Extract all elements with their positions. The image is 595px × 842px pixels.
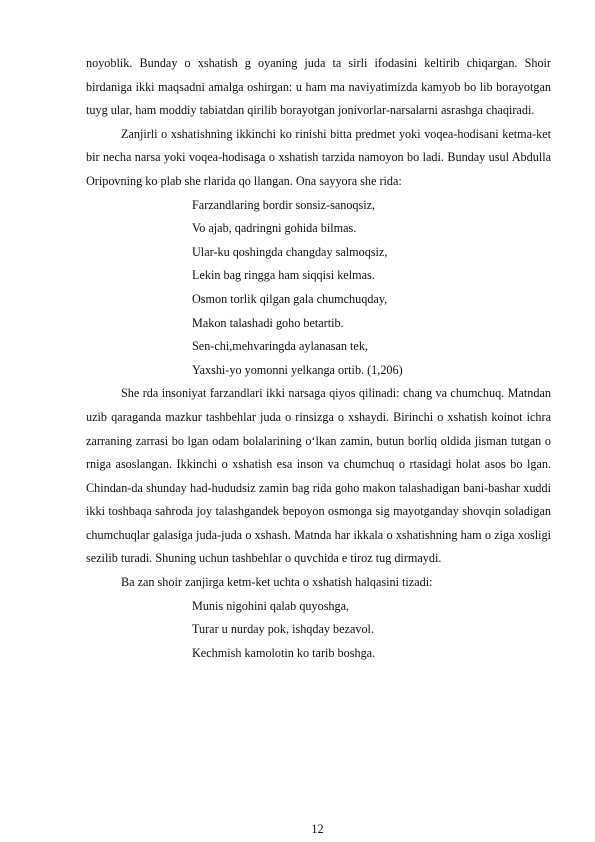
poem-quote-2 — [86, 595, 551, 666]
poem-line: Makon talashadi goho betartib. — [192, 315, 344, 330]
poem-line: Yaxshi-yo yomonni yelkanga ortib. (1,206) — [192, 362, 403, 377]
poem-line: Munis nigohini qalab quyoshga, — [192, 598, 350, 613]
paragraph-1: noyoblik. Bunday o xshatish g oyaning juda ta sirli ifodasini keltirib chiqargan. Shoir birdaniga ikki maqsadni amalga oshirgan: u ham ma naviyatimizda kamyob bo lib borayotgan tuyg ular, ham moddiy tabiatdan qirilib borayotgan jonivorlar-narsalarni asrashga chaqiradi. — [86, 56, 551, 118]
poem-line: Farzandlaring bordir sonsiz-sanoqsiz, — [192, 197, 376, 212]
paragraph-4: Ba zan shoir zanjirga ketm-ket uchta o xshatish halqasini tizadi: — [121, 575, 433, 590]
poem-line: Turar u nurday pok, ishqday bezavol. — [192, 622, 374, 637]
paragraph-2: Zanjirli o xshatishning ikkinchi ko rinishi bitta predmet yoki voqea-hodisani ketma-ket bir necha narsa yoki voqea-hodisaga o xshatish tarzida namoyon bo ladi. Bunday usul Abdulla Oripovning ko plab she rlarida qo llangan. Ona sayyora she rida: — [86, 126, 551, 188]
poem-line: Kechmish kamolotin ko tarib boshga. — [192, 645, 376, 660]
page-body — [86, 52, 551, 665]
page-number: 12 — [311, 822, 324, 836]
poem-line: Vo ajab, qadringni gohida bilmas. — [192, 221, 357, 236]
paragraph-3: She rda insoniyat farzandlari ikki narsaga qiyos qilinadi: chang va chumchuq. Matndan uzib qaraganda mazkur tashbehlar juda o rinsizga o xshaydi. Birinchi o xshatish koinot ichra zarraning zarrasi bo lgan odam bolalarining o‘lkan zamin, butun borliq oldida jisman tutgan o rniga asoslangan. Ikkinchi o xshatish esa inson va chumchuq o rtasidagi holat asos bo lgan. Chindan-da shunday had-hududsiz zamin bag rida goho makon talashadigan bani-bashar xuddi ikki toshbaqa sahroda joy talashgandek bepoyon osmonga sig mayotganday shovqin soladigan chumchuqlar galasiga juda-juda o xshash. Matnda har ikkala o xshatishning ham o ziga xosligi sezilib turadi. Shuning uchun tashbehlar o quvchida e tiroz tug dirmaydi. — [86, 386, 551, 566]
poem-line: Sen-chi,mehvaringda aylanasan tek, — [192, 339, 368, 354]
poem-line: Osmon torlik qilgan gala chumchuqday, — [192, 291, 388, 306]
poem-line: Ular-ku qoshingda changday salmoqsiz, — [192, 244, 388, 259]
poem-quote-1 — [86, 194, 551, 383]
poem-line: Lekin bag ringga ham siqqisi kelmas. — [192, 268, 375, 283]
